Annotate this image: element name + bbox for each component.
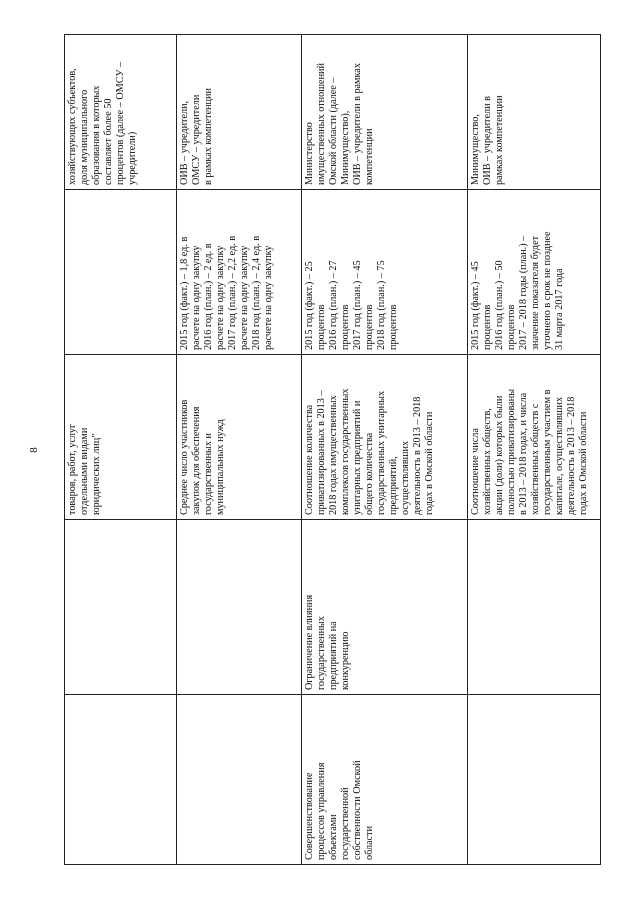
cell-responsible: Министерство имущественных отношений Омской области (далее – Минимущество), ОИВ – учредители в рамках компетенции xyxy=(302,35,468,190)
cell-values: 2015 год (факт.) – 1,8 ед. в расчете на одну закупку 2016 год (план.) – 2 ед. в расчете на одну закупку 2017 год (план.) – 2,2 ед. в расчете на одну закупку 2018 год (план.) – 2,4 ед. в расчете на одну закупку xyxy=(177,190,302,355)
cell-goal: Ограничение влияния государственных предприятий на конкуренцию xyxy=(302,520,468,695)
table-row xyxy=(177,35,302,865)
page-number: 8 xyxy=(27,447,40,453)
cell-responsible: хозяйствующих субъектов, доля муниципального образования в которых составляет более 50 процентов (далее – ОМСУ – учредители) xyxy=(65,35,177,190)
cell-measure: Совершенствование процессов управления объектами государственной собственности Омской области xyxy=(302,695,468,865)
cell-values: 2015 год (факт.) – 45 процентов 2016 год (план.) – 50 процентов 2017 – 2018 годы (план.) – значение показателя будет уточнено в срок не позднее 31 марта 2017 года xyxy=(468,190,601,355)
cell-goal xyxy=(177,520,302,695)
measures-table xyxy=(64,34,601,865)
table-row xyxy=(468,35,601,865)
cell-goal xyxy=(468,520,601,695)
cell-measure xyxy=(468,695,601,865)
cell-measure xyxy=(177,695,302,865)
table-row xyxy=(65,35,177,865)
cell-measure xyxy=(65,695,177,865)
cell-indicator: Соотношение числа хозяйственных обществ, акции (доли) которых были полностью приватизированы в 2013 – 2018 годах, и числа хозяйственных обществ с государственным участием в капитале, осуществлявших деятельность в 2013 – 2018 годах в Омской области xyxy=(468,355,601,520)
rotated-table-container xyxy=(64,35,602,865)
cell-responsible: ОИВ – учредители, ОМСУ – учредители в рамках компетенции xyxy=(177,35,302,190)
cell-values xyxy=(65,190,177,355)
table-row xyxy=(302,35,468,865)
cell-responsible: Минимущество, ОИВ – учредители в рамках компетенции xyxy=(468,35,601,190)
cell-goal xyxy=(65,520,177,695)
cell-values: 2015 год (факт.) – 25 процентов 2016 год (план.) – 27 процентов 2017 год (план.) – 45 процентов 2018 год (план.) – 75 процентов xyxy=(302,190,468,355)
cell-indicator: Среднее число участников закупок для обеспечения государственных и муниципальных нужд xyxy=(177,355,302,520)
cell-indicator: товаров, работ, услуг отдельными видами юридических лиц" xyxy=(65,355,177,520)
cell-indicator: Соотношение количества приватизированных в 2013 – 2018 годах имущественных комплексов государственных унитарных предприятий и общего количества государственных унитарных предприятий, осуществлявших деятельность в 2013 – 2018 годах в Омской области xyxy=(302,355,468,520)
